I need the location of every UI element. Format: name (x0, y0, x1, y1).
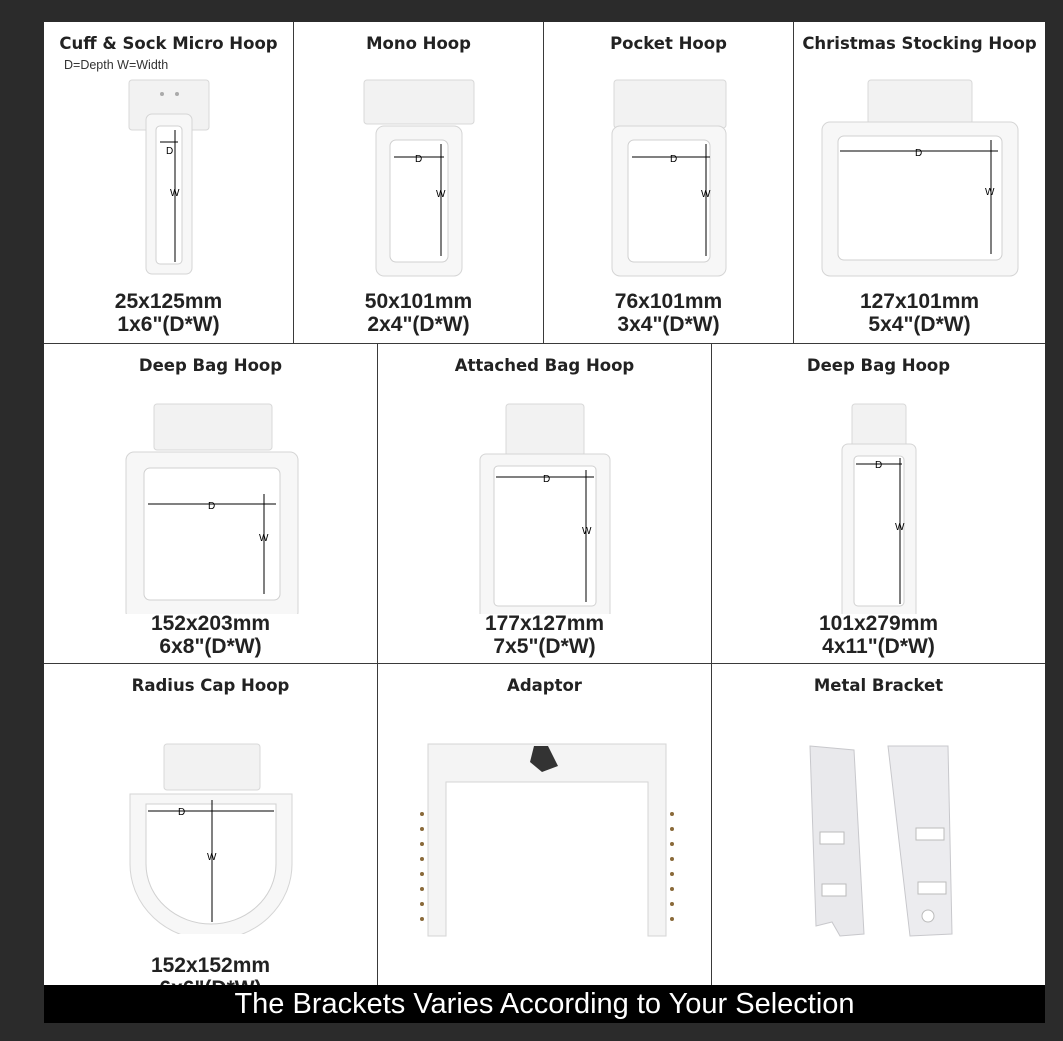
w-label: W (582, 526, 592, 537)
cell-cuff-sock-hoop (44, 22, 294, 343)
size-in: 7x5"(D*W) (493, 635, 596, 658)
hoop-title: Mono Hoop (366, 34, 471, 53)
tall-bag-hoop-image (712, 344, 1045, 614)
cell-christmas-stocking-hoop (794, 22, 1045, 343)
size-in: 6x8"(D*W) (159, 635, 262, 658)
cell-attached-bag-hoop (378, 344, 712, 663)
size-in: 5x4"(D*W) (868, 313, 971, 336)
cuff-hoop-image (44, 22, 294, 282)
d-label: D (415, 154, 423, 165)
w-label: W (701, 189, 711, 200)
size-in: 2x4"(D*W) (367, 313, 470, 336)
hoop-title: Deep Bag Hoop (806, 356, 951, 375)
row-3 (44, 664, 1045, 985)
size-mm: 127x101mm (859, 290, 980, 313)
deep-bag-hoop-image (44, 344, 378, 614)
size-mm: 177x127mm (484, 612, 605, 635)
stocking-hoop-image (794, 22, 1045, 282)
hoop-title: Deep Bag Hoop (138, 356, 283, 375)
size-mm: 50x101mm (364, 290, 473, 313)
w-label: W (436, 189, 446, 200)
d-label: D (670, 154, 678, 165)
pocket-hoop-image (544, 22, 794, 282)
dimension-legend: D=Depth W=Width (64, 58, 169, 72)
d-label: D (915, 148, 923, 159)
w-label: W (207, 852, 217, 863)
cell-radius-cap-hoop (44, 664, 378, 985)
size-in: 4x11"(D*W) (822, 635, 935, 658)
w-label: W (259, 533, 269, 544)
size-mm: 101x279mm (818, 612, 939, 635)
hoop-title: Radius Cap Hoop (131, 676, 290, 695)
d-label: D (178, 807, 186, 818)
hoop-title: Christmas Stocking Hoop (802, 34, 1037, 53)
size-mm: 25x125mm (114, 290, 223, 313)
hoop-title: Metal Bracket (813, 676, 944, 695)
hoop-catalog (44, 22, 1045, 1023)
radius-cap-hoop-image (44, 664, 378, 934)
size-mm: 76x101mm (614, 290, 723, 313)
size-mm: 152x203mm (150, 612, 271, 635)
hoop-title: Adaptor (507, 676, 582, 695)
row-1 (44, 22, 1045, 343)
w-label: W (170, 188, 180, 199)
cell-metal-bracket (712, 664, 1045, 985)
size-mm: 152x152mm (150, 954, 271, 977)
footer-banner: The Brackets Varies According to Your Selection (44, 985, 1045, 1023)
d-label: D (543, 474, 551, 485)
cell-deep-bag-hoop-2 (712, 344, 1045, 663)
cell-adaptor (378, 664, 712, 985)
d-label: D (875, 460, 883, 471)
d-label: D (208, 501, 216, 512)
w-label: W (985, 187, 995, 198)
hoop-title: Attached Bag Hoop (454, 356, 635, 375)
size-in: 3x4"(D*W) (617, 313, 720, 336)
hoop-title: Cuff & Sock Micro Hoop (59, 34, 278, 53)
size-in: 1x6"(D*W) (117, 313, 220, 336)
cell-mono-hoop (294, 22, 544, 343)
d-label: D (166, 146, 174, 157)
cell-pocket-hoop (544, 22, 794, 343)
metal-bracket-image (712, 664, 1045, 964)
row-2 (44, 344, 1045, 663)
w-label: W (895, 522, 905, 533)
attached-bag-hoop-image (378, 344, 712, 614)
mono-hoop-image (294, 22, 544, 282)
hoop-title: Pocket Hoop (610, 34, 727, 53)
cell-deep-bag-hoop-1 (44, 344, 378, 663)
adaptor-image (378, 664, 712, 964)
